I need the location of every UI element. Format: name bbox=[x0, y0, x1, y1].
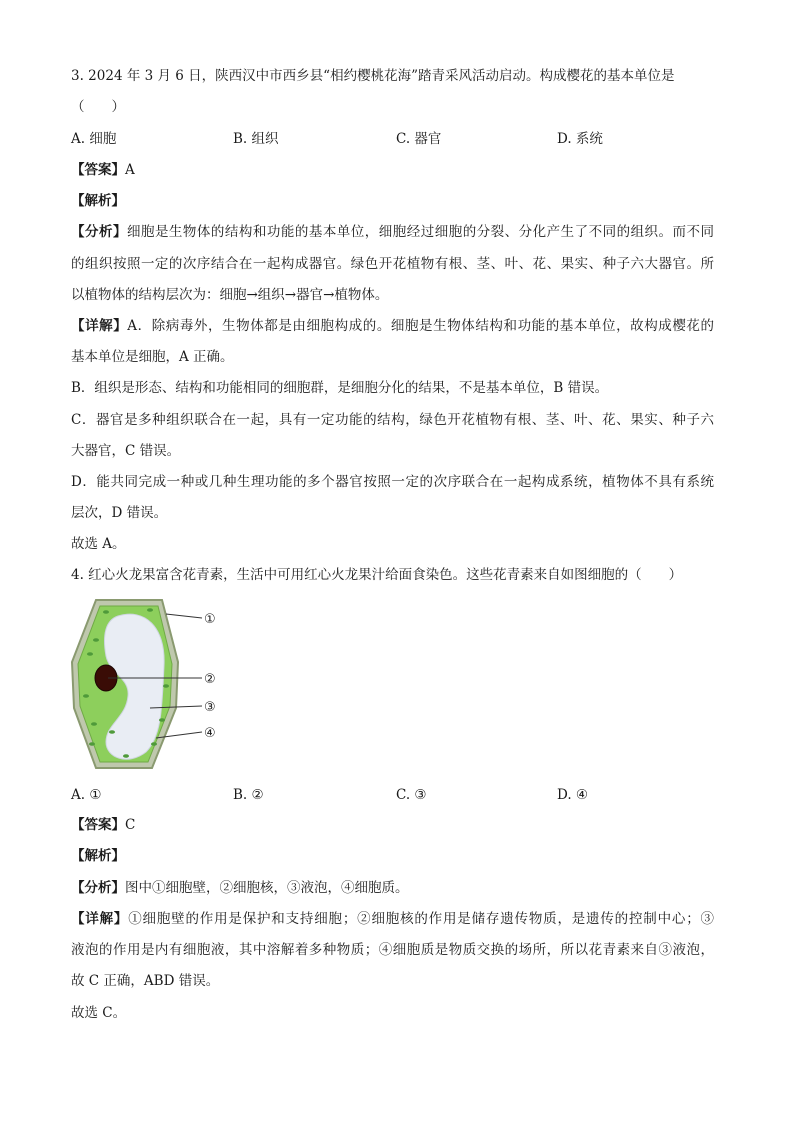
chloroplast bbox=[93, 638, 99, 642]
q3-stem-line2: （ ） bbox=[71, 99, 125, 115]
q3-fenxi-line2: 的组织按照一定的次序结合在一起构成器官。绿色开花植物有根、茎、叶、花、果实、种子六大器官。所 bbox=[71, 256, 714, 272]
answer-value: A bbox=[125, 162, 135, 178]
q3-d-line2: 层次，D 错误。 bbox=[71, 505, 168, 521]
chloroplast bbox=[151, 742, 157, 746]
q4-option-b: B. ② bbox=[233, 787, 264, 803]
q4-conclusion: 故选 C。 bbox=[71, 1005, 127, 1021]
chloroplast bbox=[91, 722, 97, 726]
q3-option-d: D. 系统 bbox=[557, 131, 603, 147]
chloroplast bbox=[147, 608, 153, 612]
xiangjie-tag: 【详解】 bbox=[71, 911, 129, 927]
chloroplast bbox=[159, 718, 165, 722]
q3-c-line1: C．器官是多种组织联合在一起，具有一定功能的结构，绿色开花植物有根、茎、叶、花、果实、种子六 bbox=[71, 412, 714, 428]
q4-xiangjie-line2: 液泡的作用是内有细胞液，其中溶解着多种物质；④细胞质是物质交换的场所，所以花青素来自③液泡， bbox=[71, 942, 714, 958]
figure-label-3: ③ bbox=[204, 700, 216, 715]
q3-c-line2: 大器官，C 错误。 bbox=[71, 443, 181, 459]
q3-xiangjie-line2: 基本单位是细胞，A 正确。 bbox=[71, 349, 234, 365]
q4-answer bbox=[71, 816, 135, 834]
q3-stem-line1: 3. 2024 年 3 月 6 日，陕西汉中市西乡县“相约樱桃花海”踏青采风活动启动。构成樱花的基本单位是 bbox=[71, 68, 675, 84]
q3-xiangjie-line1 bbox=[71, 317, 714, 335]
q3-d-line1: D．能共同完成一种或几种生理功能的多个器官按照一定的次序联合在一起构成系统，植物体不具有系统 bbox=[71, 474, 714, 490]
fenxi-text: 图中①细胞壁，②细胞核，③液泡，④细胞质。 bbox=[125, 880, 409, 896]
q4-option-c: C. ③ bbox=[396, 787, 427, 803]
figure-label-4: ④ bbox=[204, 726, 216, 741]
chloroplast bbox=[123, 754, 129, 758]
answer-value: C bbox=[125, 817, 136, 833]
figure-label-1: ① bbox=[204, 612, 216, 627]
q3-analysis-tag: 【解析】 bbox=[71, 193, 125, 209]
q4-option-a: A. ① bbox=[71, 787, 102, 803]
chloroplast bbox=[87, 652, 93, 656]
plant-cell-diagram bbox=[66, 596, 226, 776]
q4-xiangjie-line3: 故 C 正确，ABD 错误。 bbox=[71, 973, 220, 989]
xiangjie-text: A．除病毒外，生物体都是由细胞构成的。细胞是生物体结构和功能的基本单位，故构成樱花的 bbox=[127, 318, 715, 334]
q3-fenxi-line1 bbox=[71, 223, 714, 241]
chloroplast bbox=[89, 742, 95, 746]
answer-tag: 【答案】 bbox=[71, 162, 125, 178]
q3-answer bbox=[71, 161, 135, 179]
q4-option-d: D. ④ bbox=[557, 787, 589, 803]
q3-conclusion: 故选 A。 bbox=[71, 536, 126, 552]
q3-option-c: C. 器官 bbox=[396, 131, 442, 147]
q3-option-a: A. 细胞 bbox=[71, 131, 117, 147]
fenxi-text: 细胞是生物体的结构和功能的基本单位，细胞经过细胞的分裂、分化产生了不同的组织。而不同 bbox=[126, 224, 715, 240]
q4-stem: 4. 红心火龙果富含花青素，生活中可用红心火龙果汁给面食染色。这些花青素来自如图细胞的（ ） bbox=[71, 567, 683, 583]
q4-fenxi-line bbox=[71, 879, 409, 897]
q4-xiangjie-line1 bbox=[71, 910, 714, 928]
label-line-1 bbox=[166, 614, 202, 618]
figure-label-2: ② bbox=[204, 672, 216, 687]
chloroplast bbox=[109, 730, 115, 734]
q3-b-line: B．组织是形态、结构和功能相同的细胞群，是细胞分化的结果，不是基本单位，B 错误。 bbox=[71, 380, 609, 396]
answer-tag: 【答案】 bbox=[71, 817, 125, 833]
fenxi-tag: 【分析】 bbox=[71, 224, 127, 240]
q3-option-b: B. 组织 bbox=[233, 131, 279, 147]
q3-fenxi-line3: 以植物体的结构层次为：细胞→组织→器官→植物体。 bbox=[71, 287, 389, 303]
xiangjie-text: ①细胞壁的作用是保护和支持细胞；②细胞核的作用是储存遗传物质，是遗传的控制中心；③ bbox=[128, 911, 715, 927]
chloroplast bbox=[103, 610, 109, 614]
chloroplast bbox=[83, 694, 89, 698]
chloroplast bbox=[163, 684, 169, 688]
fenxi-tag: 【分析】 bbox=[71, 880, 125, 896]
q4-analysis-tag: 【解析】 bbox=[71, 848, 125, 864]
xiangjie-tag: 【详解】 bbox=[71, 318, 128, 334]
